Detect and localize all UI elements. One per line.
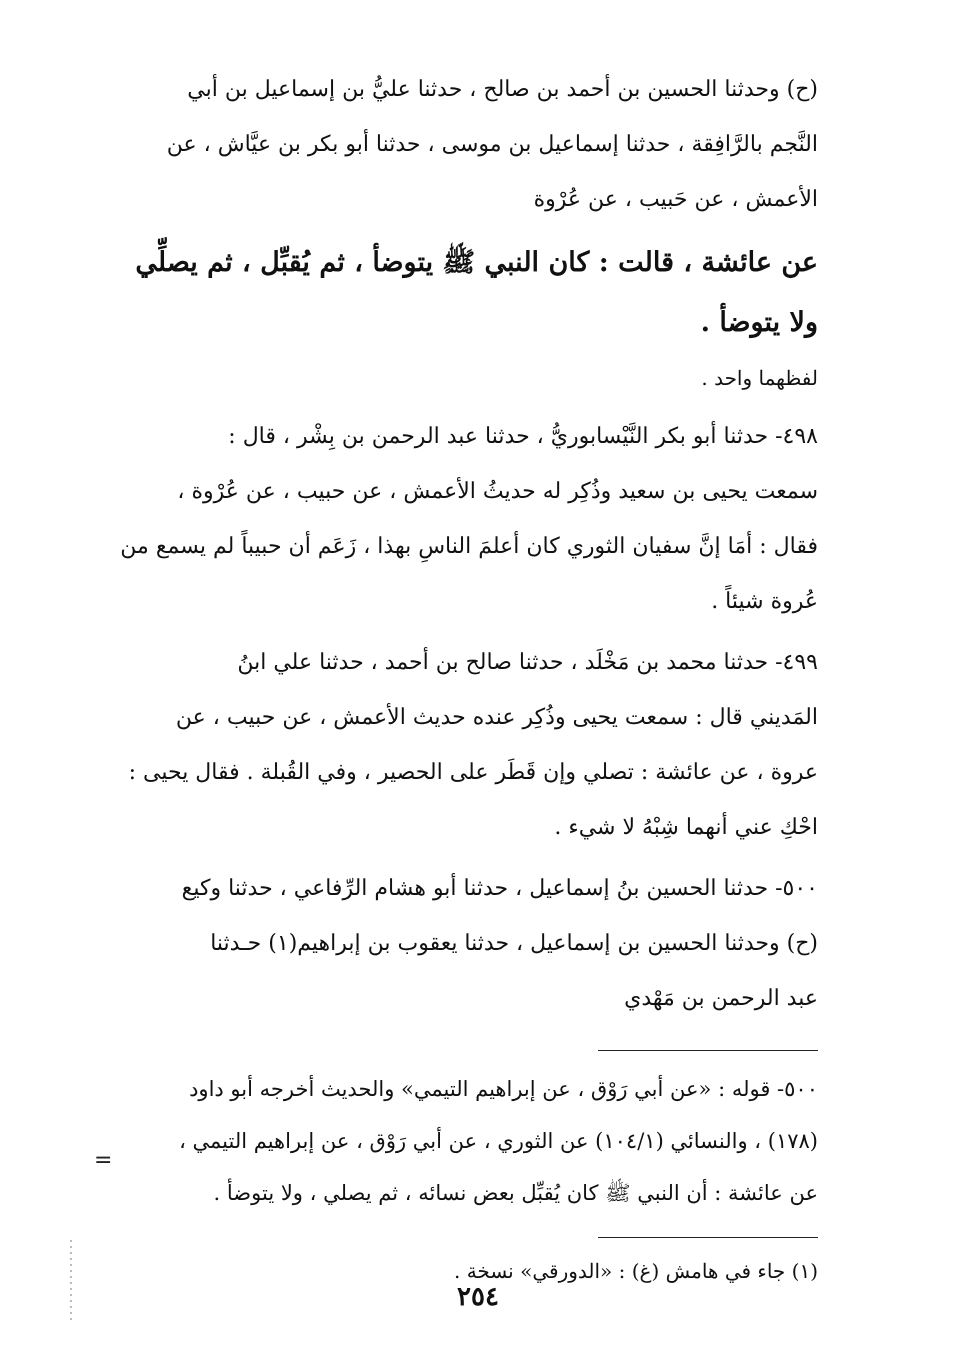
text-line: عُروة شيئاً . [711,589,818,614]
text-line: سمعت يحيى بن سعيد وذُكِر له حديثُ الأعمش ، عن حبيب ، عن عُرْوة ، [177,479,818,504]
commentary-line: (١٧٨) ، والنسائي (١٠٤/١) عن الثوري ، عن أبي رَوْق ، عن إبراهيم التيمي ، [179,1129,818,1153]
text-line: ٥٠٠- حدثنا الحسين بنُ إسماعيل ، حدثنا أبو هشام الرِّفاعي ، حدثنا وكيع [181,876,818,901]
continuation-mark: = [94,1148,113,1173]
text-line: احْكِ عني أنهما شِبْهُ لا شيء . [554,815,818,840]
text-line: (ح) وحدثنا الحسين بن أحمد بن صالح ، حدثنا عليُّ بن إسماعيل بن أبي [187,77,818,102]
footnote-separator [598,1237,818,1238]
commentary-line: ٥٠٠- قوله : «عن أبي رَوْق ، عن إبراهيم التيمي» والحديث أخرجه أبو داود [189,1077,818,1101]
commentary-line: عن عائشة : أن النبي ﷺ كان يُقبِّل بعض نسائه ، ثم يصلي ، ولا يتوضأ . [213,1181,818,1205]
commentary-separator [598,1050,818,1051]
paragraph-499 [118,635,818,855]
commentary [118,1063,818,1219]
page-body [118,62,818,1296]
text-line: ٤٩٨- حدثنا أبو بكر النَّيْسابوريُّ ، حدثنا عبد الرحمن بن بِشْر ، قال : [228,424,818,449]
text-line: الأعمش ، عن حَبيب ، عن عُرْوة [533,187,818,212]
text-line: النَّجم بالرَّافِقة ، حدثنا إسماعيل بن موسى ، حدثنا أبو بكر بن عيَّاش ، عن [166,132,818,157]
wording-note: لفظهما واحد . [701,366,818,390]
text-line: المَديني قال : سمعت يحيى وذُكِر عنده حديث الأعمش ، عن حبيب ، عن [175,705,818,730]
text-line: فقال : أمَا إنَّ سفيان الثوري كان أعلمَ الناسِ بهذا ، زَعَم أن حبيباً لم يسمع من [120,534,818,559]
footnote: (١) جاء في هامش (غ) : «الدورقي» نسخة . [453,1259,818,1283]
paragraph-498 [118,409,818,629]
hadith-line: ولا يتوضأ . [700,307,818,338]
text-line: ٤٩٩- حدثنا محمد بن مَخْلَد ، حدثنا صالح بن أحمد ، حدثنا علي ابنُ [237,650,818,675]
text-line: (ح) وحدثنا الحسين بن إسماعيل ، حدثنا يعقوب بن إبراهيم(١) حـدثنا [210,931,818,956]
paragraph-500 [118,861,818,1026]
text-line: عبد الرحمن بن مَهْدي [624,986,818,1011]
hadith-line: عن عائشة ، قالت : كان النبي ﷺ يتوضأ ، ثم يُقبِّل ، ثم يصلِّي [135,247,818,278]
hadith-matn [118,233,818,353]
text-line: عروة ، عن عائشة : تصلي وإن قَطَر على الحصير ، وفي القُبلة . فقال يحيى : [128,760,818,785]
paragraph-isnad-1 [118,62,818,227]
page-number: ٢٥٤ [457,1282,499,1312]
